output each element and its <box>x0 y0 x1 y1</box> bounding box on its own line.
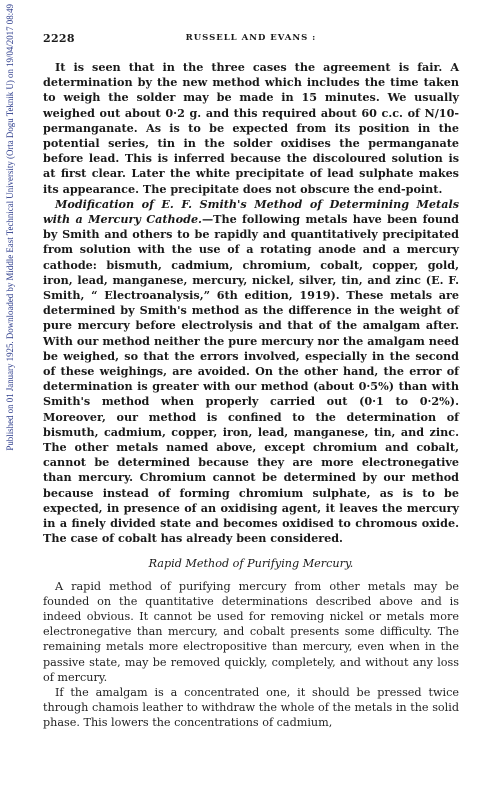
download-notice-sidebar <box>0 0 20 793</box>
journal-page <box>43 32 459 731</box>
paragraph-2 <box>43 197 459 547</box>
section-heading: Rapid Method of Purifying Mercury. <box>148 556 354 570</box>
paragraph-4: If the amalgam is a concentrated one, it should be pressed twice through chamois leather to withdraw the whole of the metals in the solid phase. This lowers the concentrations of cadmium, <box>43 685 459 730</box>
paragraph-2-text: —The following metals have been found by Smith and others to be rapidly and quantitatively precipitated from solution with the use of a rotating anode and a mercury cathode: bismuth, cadmium, chromium, cobalt, copper, gold, iron, lead, manganese, mercury, nickel, silver, tin, and zinc (E. F. Smith, “ Electroanalysis,” 6th edition, 1919). These metals are determined by Smith's method as the difference in the weight of pure mercury before electrolysis and that of the amalgam after. With our method neither the pure mercury nor the amalgam need be weighed, so that the errors involved, especially in the second of these weighings, are avoided. On the other hand, the error of determination is greater with our method (about 0·5%) than with Smith's method when properly carried out (0·1 to 0·2%). Moreover, our method is confined to the determination of bismuth, cadmium, copper, iron, lead, manganese, tin, and zinc. The other metals named above, except chromium and cobalt, cannot be determined because they are more electronegative than mercury. Chromium cannot be determined by our method because instead of forming chromium sulphate, as is to be expected, in presence of an oxidising agent, it leaves the mercury in a finely divided state and becomes oxidised to chromous oxide. The case of cobalt has already been considered. <box>43 212 459 546</box>
paragraph-1: It is seen that in the three cases the agreement is fair. A determination by the new method which includes the time taken to weigh the solder may be made in 15 minutes. We usually weighed out about 0·2 g. and this required about 60 c.c. of N/10-permanganate. As is to be expected from its position in the potential series, tin in the solder oxidises the permanganate before lead. This is inferred because the discoloured solution is at first clear. Later the white precipitate of lead sulphate makes its appearance. The precipitate does not obscure the end-point. <box>43 60 459 196</box>
download-notice: Published on 01 January 1925. Downloaded by Middle East Technical University (Orta Dogu Teknik U) on 19/04/2017 08:49 <box>5 4 15 451</box>
paragraph-2-heading: Modification of E. F. Smith's Method of Determining Metals with a Mercury Cathode. <box>43 196 459 227</box>
paragraph-3: A rapid method of purifying mercury from other metals may be founded on the quantitative determinations described above and is indeed obvious. It cannot be used for removing nickel or metals more electronegative than mercury, and cobalt presents some difficulty. The remaining metals more electropositive than mercury, even when in the passive state, may be removed quickly, completely, and without any loss of mercury. <box>43 579 459 684</box>
page-header <box>43 32 459 50</box>
page-number: 2228 <box>43 32 75 45</box>
running-head: RUSSELL AND EVANS : <box>185 33 317 43</box>
